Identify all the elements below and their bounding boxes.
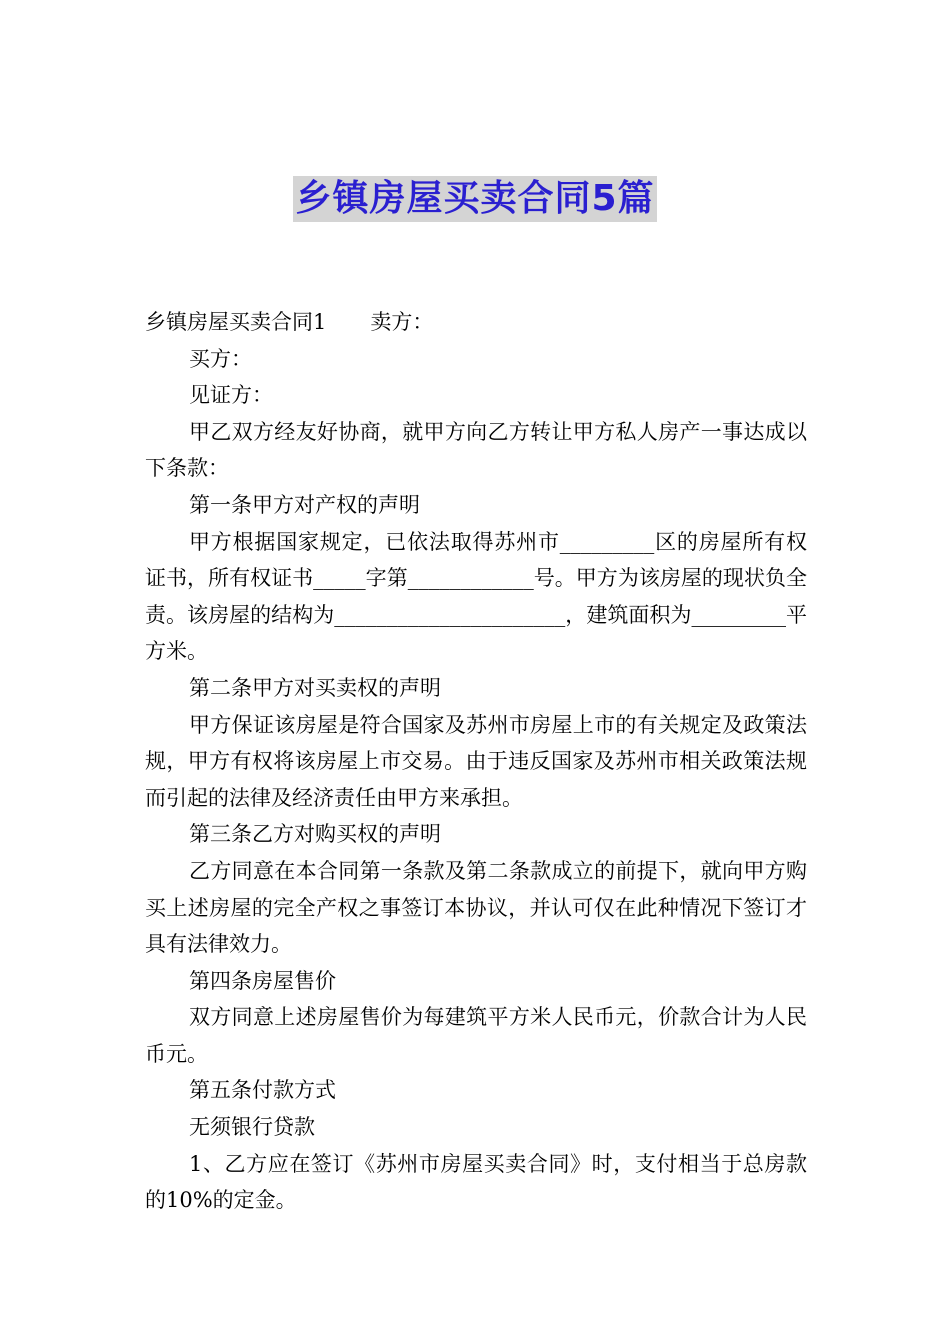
paragraph: 第三条乙方对购买权的声明 (189, 822, 441, 847)
paragraph: 第一条甲方对产权的声明 (189, 492, 420, 517)
paragraph: 双方同意上述房屋售价为每建筑平方米人民币元，价款合计为人民币元。 (145, 1005, 807, 1066)
seller-label: 卖方： (370, 310, 434, 334)
paragraph: 第四条房屋售价 (189, 968, 336, 993)
paragraph: 见证方： (189, 383, 273, 408)
paragraph: 乙方同意在本合同第一条款及第二条款成立的前提下，就向甲方购买上述房屋的完全产权之事签订本协议，并认可仅在此种情况下签订才具有法律效力。 (145, 858, 807, 957)
paragraph: 买方： (189, 346, 252, 371)
paragraph: 第二条甲方对买卖权的声明 (189, 675, 441, 700)
header-line (145, 304, 807, 341)
document-body (145, 304, 807, 1219)
document-title: 乡镇房屋买卖合同5篇 (293, 176, 656, 222)
contract-heading: 乡镇房屋买卖合同1 (145, 310, 327, 334)
title-container (0, 176, 950, 222)
paragraph: 甲方根据国家规定，已依法取得苏州市_________区的房屋所有权证书，所有权证书_____字第____________号。甲方为该房屋的现状负全责。该房屋的结构为______________________，建筑面积为_________平方米。 (145, 529, 807, 664)
paragraph: 甲方保证该房屋是符合国家及苏州市房屋上市的有关规定及政策法规，甲方有权将该房屋上市交易。由于违反国家及苏州市相关政策法规而引起的法律及经济责任由甲方来承担。 (145, 712, 807, 810)
paragraph: 甲乙双方经友好协商，就甲方向乙方转让甲方私人房产一事达成以下条款： (145, 419, 807, 481)
paragraph: 第五条付款方式 (189, 1078, 336, 1103)
paragraph: 无须银行贷款 (189, 1115, 315, 1140)
paragraph: 1、乙方应在签订《苏州市房屋买卖合同》时，支付相当于总房款的10%的定金。 (145, 1151, 807, 1213)
